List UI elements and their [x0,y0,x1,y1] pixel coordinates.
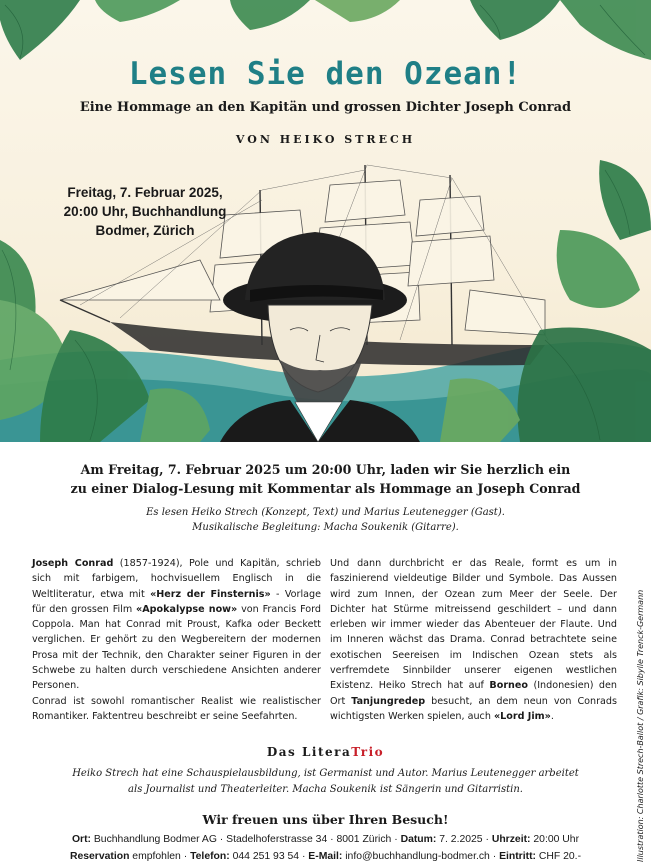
uhrzeit-value: 20:00 Uhr [530,834,580,845]
ort-label: Ort: [71,834,91,845]
text-span: (1857-1924), Pole und Kapitän, schrieb sich mit farbigem, hochvisuellem Englisch in die Weltliteratur, etwa mit [32,558,321,600]
eintritt-value: CHF 20.- [536,851,582,862]
performers-line-2: Musikalische Begleitung: Macha Soukenik (Gitarre). [192,522,459,533]
email-value[interactable]: info@buchhandlung-bodmer.ch · [342,851,500,862]
right-paragraph [330,556,617,724]
text-span: von Francis Ford Coppola. Man hat Conrad mit Proust, Kafka oder Beckett verglichen. Er gehört zu den Wegbereitern der modernen Prosa mit der Technik, den Charakter seiner Figuren in der Schwebe zu halten durch verschiedene Ansichten anderer Personen. [32,603,321,692]
left-text-column [32,556,321,724]
date-line-1: Freitag, 7. Februar 2025, [67,185,223,200]
bold-lord-jim: «Lord Jim» [493,710,551,722]
info-row-1 [0,834,651,845]
telefon-label: Telefon: [190,851,230,862]
performers-line-1: Es lesen Heiko Strech (Konzept, Text) und Marius Leutenegger (Gast). [146,507,505,518]
trio-suffix: Trio [351,745,385,759]
right-text-column [330,556,617,724]
left-paragraph-2: Conrad ist sowohl romantischer Realist wie realistischer Romantiker. Faktentreu beschreibt er seine Seefahrten. [32,695,321,722]
date-line-2: 20:00 Uhr, Buchhandlung [63,204,227,219]
text-span: besucht, an dem neun von Conrads wichtigsten Werken spielen, auch [330,695,618,722]
trio-description [40,766,611,798]
email-label: E-Mail: [308,851,343,862]
event-subtitle: Eine Hommage an den Kapitän und grossen Dichter Joseph Conrad [79,100,572,115]
reservation-label: Reservation [69,851,130,862]
bold-joseph-conrad: Joseph Conrad [32,558,114,569]
bold-borneo: Borneo [489,680,528,692]
event-title: Lesen Sie den Ozean! [128,56,523,92]
date-location-box [40,183,250,240]
text-span: Und dann durchbricht er das Reale, formt es um in faszinierend vieldeutige Bilder und Symbole. Das Aussen wird zum Innen, der Ozean zum Meer der Seele. Der Dichter hat Stürme mitreissend geschildert – und dann erleben wir immer wieder das Abenteuer der Flaute. Und im Inneren wächst das Drama. Conrad betrachtete seine exotischen Seereisen im Indischen Ozean stets als verfremdete Sinnbilder unserer eigenen westlichen Existenz. Heiko Strech hat auf [330,558,617,692]
performers-note [60,505,591,535]
date-line-3: Bodmer, Zürich [95,223,195,238]
text-span: (Indonesien) den Ort [330,680,618,707]
text-span: . [550,710,554,722]
left-paragraph-1 [32,556,321,694]
telefon-value: 044 251 93 54 · [229,851,309,862]
bold-apokalypse-now: «Apokalypse now» [136,603,238,615]
welcome-line: Wir freuen uns über Ihren Besuch! [202,812,449,827]
trio-prefix: Das Litera [266,745,352,759]
bold-tanjungredep: Tanjungredep [351,695,426,707]
trio-heading [0,745,651,759]
bold-herz-der-finsternis: «Herz der Finsternis» [150,588,271,600]
uhrzeit-label: Uhrzeit: [491,834,531,845]
datum-label: Datum: [400,834,437,845]
datum-value: 7. 2.2025 · [436,834,492,845]
intro-line-1: Am Freitag, 7. Februar 2025 um 20:00 Uhr, laden wir Sie herzlich ein [80,462,571,477]
author-line: VON HEIKO STRECH [235,133,416,146]
ort-value: Buchhandlung Bodmer AG · Stadelhoferstrasse 34 · 8001 Zürich · [90,834,401,845]
text-span: - Vorlage für den grossen Film [32,588,321,615]
trio-line-1: Heiko Strech hat eine Schauspielausbildung, ist Germanist und Autor. Marius Leutenegger arbeitet [72,768,579,779]
illustration-credit: Illustration: Charlotte Strech-Ballot / Grafik: Sibylle Trenck-Germann [636,589,645,862]
eintritt-label: Eintritt: [499,851,536,862]
trio-line-2: als Journalist und Theaterleiter. Macha Soukenik ist Sängerin und Gitarristin. [128,784,523,795]
info-row-2 [0,851,651,862]
intro-heading [60,460,591,498]
reservation-value: empfohlen · [129,851,191,862]
intro-line-2: zu einer Dialog-Lesung mit Kommentar als Hommage an Joseph Conrad [70,481,581,496]
